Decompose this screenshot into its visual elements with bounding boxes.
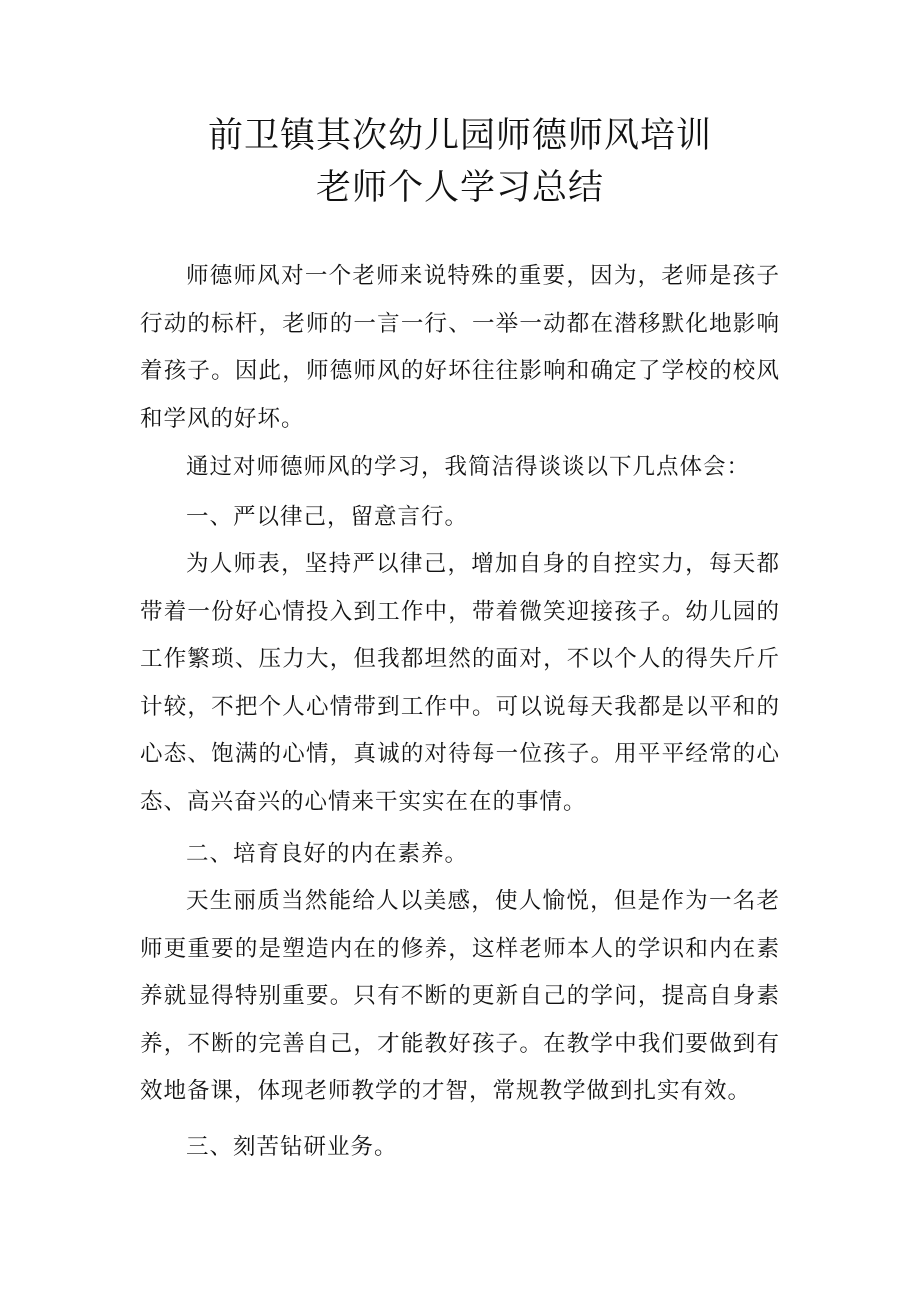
paragraph-section-2: 天生丽质当然能给人以美感，使人愉悦，但是作为一名老师更重要的是塑造内在的修养，这样老师本人的学识和内在素养就显得特别重要。只有不断的更新自己的学问，提高自身素养，不断的完善自己，才能教好孩子。在教学中我们要做到有效地备课，体现老师教学的才智，常规教学做到扎实有效。 (140, 888, 780, 1105)
section-heading-2: 二、培育良好的内在素养。 (186, 841, 469, 867)
paragraph-experience-intro: 通过对师德师风的学习，我简洁得谈谈以下几点体会： (186, 454, 751, 480)
paragraph-section-1: 为人师表，坚持严以律己，增加自身的自控实力，每天都带着一份好心情投入到工作中，带着微笑迎接孩子。幼儿园的工作繁琐、压力大，但我都坦然的面对，不以个人的得失斤斤计较，不把个人心情带到工作中。可以说每天我都是以平和的心态、饱满的心情，真诚的对待每一位孩子。用平平经常的心态、高兴奋兴的心情来干实实在在的事情。 (140, 551, 780, 815)
paragraph-intro: 师德师风对一个老师来说特殊的重要，因为，老师是孩子行动的标杆，老师的一言一行、一举一动都在潜移默化地影响着孩子。因此，师德师风的好坏往往影响和确定了学校的校风和学风的好坏。 (140, 263, 780, 432)
document-title-line-2: 老师个人学习总结 (315, 168, 604, 208)
section-heading-3: 三、刻苦钻研业务。 (186, 1134, 398, 1160)
section-heading-1: 一、严以律己，留意言行。 (186, 504, 469, 530)
document-title-line-1: 前卫镇其次幼儿园师德师风培训 (207, 116, 712, 156)
